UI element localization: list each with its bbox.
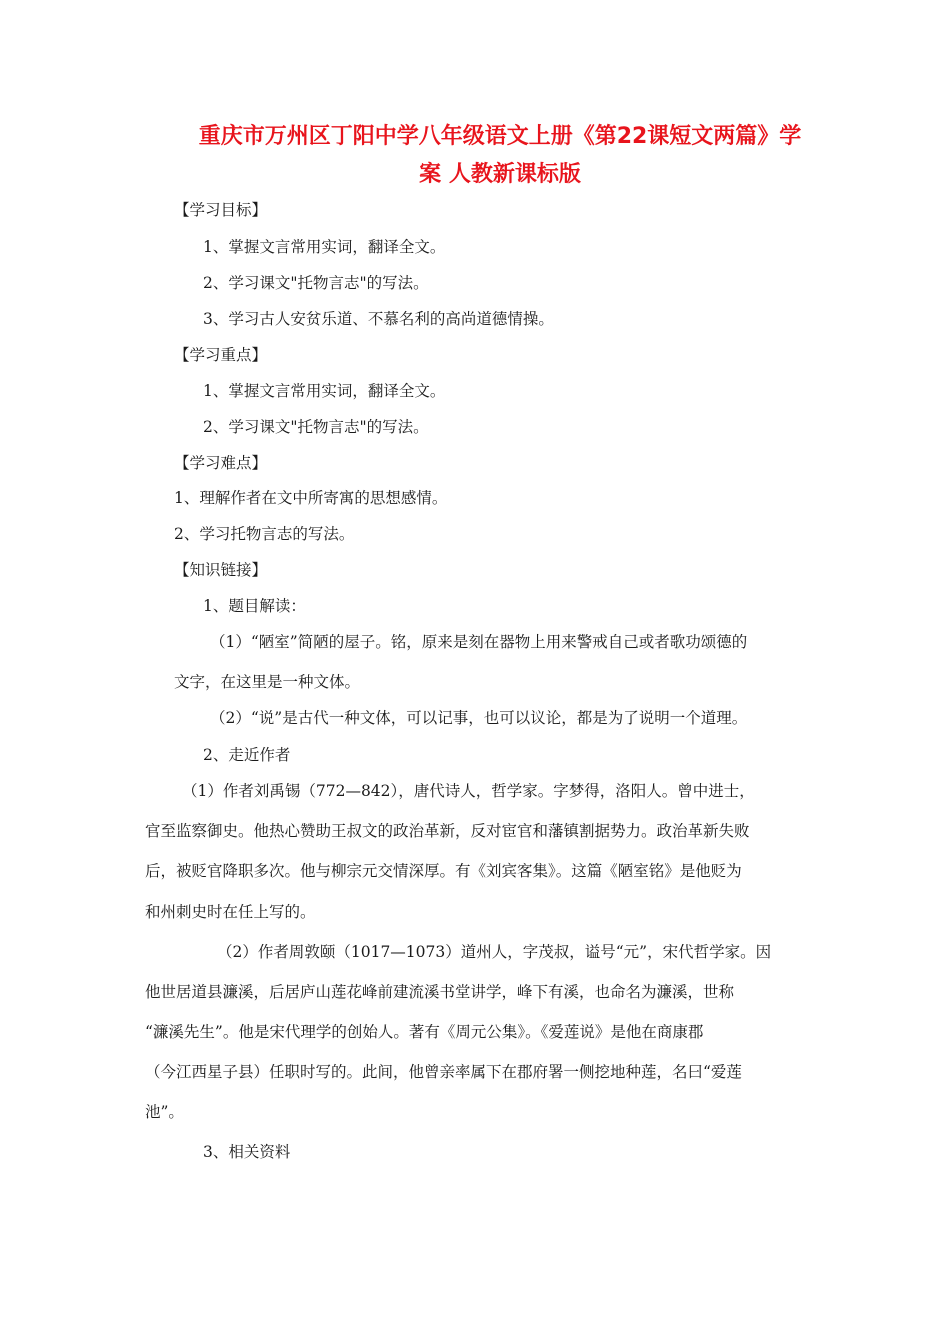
difficulty-item-2: 2、学习托物言志的写法。: [174, 525, 355, 543]
author-paragraph-1-line-4: 和州刺史时在任上写的。: [145, 903, 316, 921]
knowledge-sub-heading-3: 3、相关资料: [203, 1143, 291, 1161]
document-title-line-2: 案 人教新课标版: [419, 162, 581, 187]
author-paragraph-1-line-3: 后，被贬官降职多次。他与柳宗元交情深厚。有《刘宾客集》。这篇《陋室铭》是他贬为: [145, 862, 742, 880]
document-title-line-1: 重庆市万州区丁阳中学八年级语文上册《第22课短文两篇》学: [198, 124, 802, 149]
knowledge-paragraph-1-line-1: （1）“陋室”简陋的屋子。铭，原来是刻在器物上用来警戒自己或者歌功颂德的: [210, 633, 748, 651]
author-paragraph-2-line-3: “濂溪先生”。他是宋代理学的创始人。著有《周元公集》。《爱莲说》是他在商康郡: [145, 1023, 704, 1041]
goal-item-2: 2、学习课文"托物言志"的写法。: [203, 274, 429, 292]
author-paragraph-2-line-5: 池”。: [145, 1103, 184, 1121]
knowledge-sub-heading-2: 2、走近作者: [203, 746, 291, 764]
keypoint-item-1: 1、掌握文言常用实词，翻译全文。: [203, 382, 446, 400]
author-paragraph-2-line-4: （今江西星子县）任职时写的。此间，他曾亲率属下在郡府署一侧挖地种莲，名曰“爱莲: [145, 1063, 742, 1081]
author-paragraph-1-line-1: （1）作者刘禹锡（772—842），唐代诗人，哲学家。字梦得，洛阳人。曾中进士，: [182, 782, 755, 800]
knowledge-paragraph-2: （2）“说”是古代一种文体，可以记事，也可以议论，都是为了说明一个道理。: [210, 709, 748, 727]
knowledge-paragraph-1-line-2: 文字，在这里是一种文体。: [174, 673, 361, 691]
knowledge-sub-heading-1: 1、题目解读：: [203, 597, 306, 615]
difficulty-item-1: 1、理解作者在文中所寄寓的思想感情。: [174, 489, 448, 507]
keypoint-item-2: 2、学习课文"托物言志"的写法。: [203, 418, 429, 436]
section-heading-difficulties: 【学习难点】: [174, 454, 268, 472]
section-heading-keypoints: 【学习重点】: [174, 346, 268, 364]
goal-item-3: 3、学习古人安贫乐道、不慕名利的高尚道德情操。: [203, 310, 554, 328]
goal-item-1: 1、掌握文言常用实词，翻译全文。: [203, 238, 446, 256]
section-heading-goals: 【学习目标】: [174, 201, 268, 219]
author-paragraph-1-line-2: 官至监察御史。他热心赞助王叔文的政治革新，反对宦官和藩镇割据势力。政治革新失败: [145, 822, 750, 840]
author-paragraph-2-line-2: 他世居道县濂溪，后居庐山莲花峰前建流溪书堂讲学，峰下有溪，也命名为濂溪，世称: [145, 983, 735, 1001]
author-paragraph-2-line-1: （2）作者周敦颐（1017—1073）道州人，字茂叔，谥号“元”，宋代哲学家。因: [217, 943, 772, 961]
section-heading-knowledge: 【知识链接】: [174, 561, 268, 579]
